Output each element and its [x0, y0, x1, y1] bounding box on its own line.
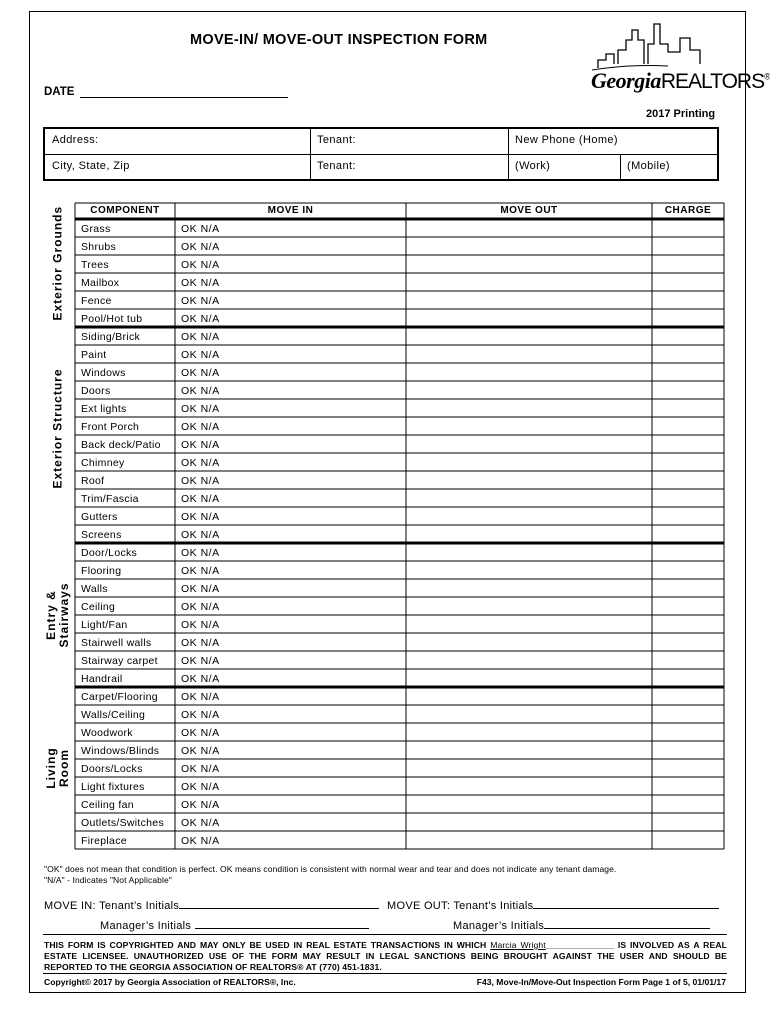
- component-label: Fireplace: [81, 835, 127, 847]
- component-label: Chimney: [81, 457, 125, 469]
- component-label: Trim/Fascia: [81, 493, 139, 505]
- component-label: Fence: [81, 295, 112, 307]
- component-label: Windows/Blinds: [81, 745, 160, 757]
- mobile-phone-field[interactable]: (Mobile): [627, 160, 670, 172]
- component-label: Back deck/Patio: [81, 439, 161, 451]
- tenant-field-2[interactable]: Tenant:: [317, 160, 356, 172]
- ok-na-option[interactable]: OK N/A: [181, 727, 220, 739]
- component-label: Doors/Locks: [81, 763, 143, 775]
- printing-label: 2017 Printing: [646, 108, 716, 120]
- ok-na-option[interactable]: OK N/A: [181, 367, 220, 379]
- home-phone-field[interactable]: New Phone (Home): [515, 134, 618, 146]
- component-label: Screens: [81, 529, 122, 541]
- copyright-notice: THIS FORM IS COPYRIGHTED AND MAY ONLY BE USED IN REAL ESTATE TRANSACTIONS IN WHICH Marcia Wright______________ IS INVOLVED AS A REAL ESTATE LICENSEE. UNAUTHORIZED USE OF THE FORM MAY RESULT IN LEGAL SANCTIONS BEING BROUGHT AGAINST THE USER AND SHOULD BE REPORTED TO THE GEORGIA ASSOCIATION OF REALTORS® AT (770) 451-1831.: [44, 940, 727, 972]
- ok-na-option[interactable]: OK N/A: [181, 421, 220, 433]
- component-label: Paint: [81, 349, 107, 361]
- component-label: Ceiling fan: [81, 799, 134, 811]
- copyright-line: Copyright© 2017 by Georgia Association of REALTORS®, Inc.: [44, 977, 296, 987]
- component-label: Ext lights: [81, 403, 127, 415]
- ok-na-option[interactable]: OK N/A: [181, 313, 220, 325]
- section-label: Living Room: [44, 747, 71, 789]
- ok-na-option[interactable]: OK N/A: [181, 439, 220, 451]
- component-label: Front Porch: [81, 421, 140, 433]
- ok-na-option[interactable]: OK N/A: [181, 295, 220, 307]
- ok-na-option[interactable]: OK N/A: [181, 745, 220, 757]
- move-in-manager-initials[interactable]: Manager’s Initials: [100, 918, 369, 932]
- component-label: Shrubs: [81, 241, 117, 253]
- component-label: Light/Fan: [81, 619, 128, 631]
- ok-na-option[interactable]: OK N/A: [181, 799, 220, 811]
- ok-na-option[interactable]: OK N/A: [181, 583, 220, 595]
- ok-na-option[interactable]: OK N/A: [181, 691, 220, 703]
- header-move-out: MOVE OUT: [500, 205, 558, 216]
- ok-na-option[interactable]: OK N/A: [181, 349, 220, 361]
- form-page-info: F43, Move-In/Move-Out Inspection Form Page 1 of 5, 01/01/17: [476, 977, 726, 987]
- georgia-realtors-logo: GeorgiaREALTORS®: [591, 68, 770, 93]
- component-label: Siding/Brick: [81, 331, 141, 343]
- move-in-tenant-initials[interactable]: MOVE IN: Tenant’s Initials: [44, 898, 379, 912]
- header-move-in: MOVE IN: [267, 205, 314, 216]
- tenant-field-1[interactable]: Tenant:: [317, 134, 356, 146]
- component-label: Gutters: [81, 511, 118, 523]
- ok-na-option[interactable]: OK N/A: [181, 601, 220, 613]
- ok-na-option[interactable]: OK N/A: [181, 709, 220, 721]
- move-out-tenant-initials[interactable]: MOVE OUT: Tenant’s Initials: [387, 898, 719, 912]
- ok-na-option[interactable]: OK N/A: [181, 385, 220, 397]
- component-label: Woodwork: [81, 727, 133, 739]
- component-label: Pool/Hot tub: [81, 313, 143, 325]
- component-label: Grass: [81, 223, 111, 235]
- ok-na-option[interactable]: OK N/A: [181, 511, 220, 523]
- move-out-manager-initials[interactable]: Manager’s Initials: [453, 918, 710, 932]
- ok-na-option[interactable]: OK N/A: [181, 673, 220, 685]
- ok-na-option[interactable]: OK N/A: [181, 241, 220, 253]
- ok-na-option[interactable]: OK N/A: [181, 529, 220, 541]
- ok-na-option[interactable]: OK N/A: [181, 277, 220, 289]
- component-label: Stairwell walls: [81, 637, 152, 649]
- ok-na-option[interactable]: OK N/A: [181, 259, 220, 271]
- ok-na-option[interactable]: OK N/A: [181, 547, 220, 559]
- section-label: Exterior Structure: [50, 368, 65, 489]
- section-label: Entry & Stairways: [44, 582, 71, 648]
- footer-divider: [43, 973, 727, 974]
- component-label: Carpet/Flooring: [81, 691, 158, 703]
- ok-na-option[interactable]: OK N/A: [181, 619, 220, 631]
- ok-na-option[interactable]: OK N/A: [181, 223, 220, 235]
- ok-na-option[interactable]: OK N/A: [181, 475, 220, 487]
- ok-na-option[interactable]: OK N/A: [181, 655, 220, 667]
- section-label: Exterior Grounds: [50, 205, 65, 321]
- component-label: Door/Locks: [81, 547, 138, 559]
- ok-na-option[interactable]: OK N/A: [181, 637, 220, 649]
- legal-divider: [43, 934, 727, 935]
- ok-note: "OK" does not mean that condition is perfect. OK means condition is consistent with normal wear and tear and does not indicate any tenant damage.: [44, 864, 617, 874]
- component-label: Roof: [81, 475, 105, 487]
- ok-na-option[interactable]: OK N/A: [181, 781, 220, 793]
- ok-na-option[interactable]: OK N/A: [181, 493, 220, 505]
- component-label: Light fixtures: [81, 781, 145, 793]
- work-phone-field[interactable]: (Work): [515, 160, 551, 172]
- ok-na-option[interactable]: OK N/A: [181, 457, 220, 469]
- component-label: Flooring: [81, 565, 122, 577]
- ok-na-option[interactable]: OK N/A: [181, 835, 220, 847]
- ok-na-option[interactable]: OK N/A: [181, 817, 220, 829]
- address-field[interactable]: Address:: [52, 134, 99, 146]
- na-note: "N/A" - Indicates "Not Applicable": [44, 875, 172, 885]
- component-label: Ceiling: [81, 601, 116, 613]
- header-component: COMPONENT: [90, 205, 160, 216]
- header-charge: CHARGE: [664, 205, 712, 216]
- city-state-zip-field[interactable]: City, State, Zip: [52, 160, 130, 172]
- component-label: Trees: [81, 259, 109, 271]
- form-title: MOVE-IN/ MOVE-OUT INSPECTION FORM: [190, 32, 488, 48]
- component-label: Windows: [81, 367, 126, 379]
- ok-na-option[interactable]: OK N/A: [181, 763, 220, 775]
- component-label: Walls/Ceiling: [81, 709, 146, 721]
- date-label: DATE: [44, 86, 75, 98]
- ok-na-option[interactable]: OK N/A: [181, 403, 220, 415]
- licensee-name: Marcia Wright: [490, 940, 546, 950]
- component-label: Doors: [81, 385, 111, 397]
- component-label: Mailbox: [81, 277, 120, 289]
- component-label: Stairway carpet: [81, 655, 158, 667]
- component-label: Outlets/Switches: [81, 817, 164, 829]
- ok-na-option[interactable]: OK N/A: [181, 331, 220, 343]
- ok-na-option[interactable]: OK N/A: [181, 565, 220, 577]
- component-label: Walls: [81, 583, 108, 595]
- component-label: Handrail: [81, 673, 123, 685]
